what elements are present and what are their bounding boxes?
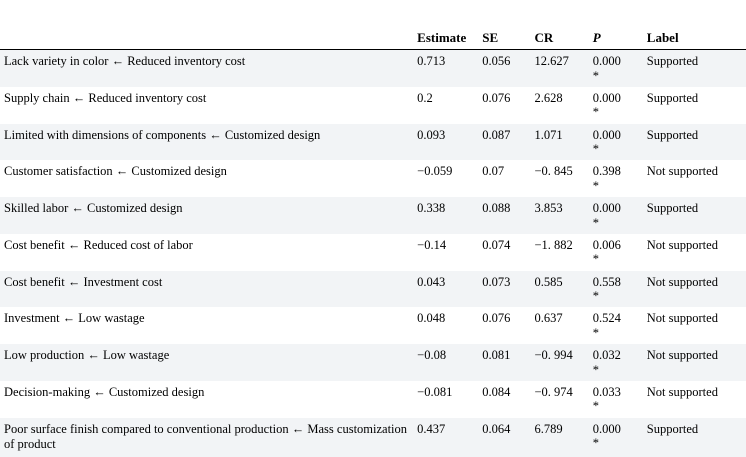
cell-se: 0.084 xyxy=(482,384,511,399)
cell-p-value xyxy=(589,87,643,124)
cell-estimate: −0.08 xyxy=(413,344,478,381)
cell-cr: −0. 994 xyxy=(531,344,589,381)
cell-p-value xyxy=(589,381,643,418)
table-body xyxy=(0,50,746,457)
cell-description: Poor surface finish compared to conventional production ← Mass customization of product xyxy=(0,418,413,457)
p-value-text: 0.033 xyxy=(592,384,621,399)
table-row xyxy=(0,50,746,87)
cell-label: Not supported xyxy=(646,164,718,179)
cell-estimate: 0.713 xyxy=(413,50,478,87)
cell-description: Customer satisfaction ← Customized design xyxy=(4,164,227,179)
cell-label: Supported xyxy=(643,124,746,161)
cell-description: Supply chain ← Reduced inventory cost xyxy=(4,90,207,105)
cell-estimate: −0.059 xyxy=(417,164,453,179)
cell-p-value xyxy=(589,271,643,308)
table-row xyxy=(0,160,746,197)
table-row xyxy=(0,87,746,124)
cell-cr: −1. 882 xyxy=(534,237,573,252)
cell-description: Lack variety in color ← Reduced inventory cost xyxy=(0,50,413,87)
p-value-text: 0.558 xyxy=(592,274,621,289)
cell-cr: 1.071 xyxy=(531,124,589,161)
p-value-text: 0.032 xyxy=(592,348,621,362)
column-header-label: Label xyxy=(643,28,746,50)
cell-label: Not supported xyxy=(646,311,718,326)
cell-description: Cost benefit ← Reduced cost of labor xyxy=(4,237,193,252)
cell-se: 0.074 xyxy=(482,237,511,252)
cell-label: Not supported xyxy=(643,271,746,308)
cell-estimate: −0.081 xyxy=(417,384,453,399)
table-row xyxy=(0,418,746,457)
cell-estimate: 0.437 xyxy=(413,418,478,457)
cell-estimate: 0.048 xyxy=(417,311,446,326)
cell-label: Not supported xyxy=(646,237,718,252)
cell-label: Supported xyxy=(643,418,746,457)
cell-se: 0.076 xyxy=(482,90,511,105)
cell-description: Cost benefit ← Investment cost xyxy=(0,271,413,308)
cell-se: 0.076 xyxy=(482,311,511,326)
cell-cr: 3.853 xyxy=(531,197,589,234)
p-value-significance-star: * xyxy=(592,289,599,304)
column-header-estimate: Estimate xyxy=(413,28,478,50)
cell-estimate: −0.14 xyxy=(417,237,447,252)
p-value-significance-star: * xyxy=(592,325,599,340)
cell-label: Supported xyxy=(643,197,746,234)
cell-estimate: 0.2 xyxy=(417,90,433,105)
p-value-text: 0.524 xyxy=(592,311,621,326)
p-value-text: 0.006 xyxy=(592,237,621,252)
p-value-text: 0.000 xyxy=(592,54,621,68)
cell-description: Limited with dimensions of components ← Customized design xyxy=(0,124,413,161)
results-table xyxy=(0,28,746,457)
cell-estimate: 0.043 xyxy=(413,271,478,308)
cell-p-value xyxy=(589,197,643,234)
p-value-significance-star: * xyxy=(592,399,599,414)
column-header-description xyxy=(0,28,413,50)
table-row xyxy=(0,234,746,271)
cell-p-value xyxy=(589,160,643,197)
cell-p-value xyxy=(589,234,643,271)
cell-description: Decision-making ← Customized design xyxy=(4,384,205,399)
cell-se: 0.064 xyxy=(478,418,530,457)
cell-label: Supported xyxy=(646,90,699,105)
table-row xyxy=(0,381,746,418)
p-value-significance-star: * xyxy=(592,178,599,193)
cell-p-value xyxy=(589,344,643,381)
cell-cr: 0.585 xyxy=(531,271,589,308)
p-value-significance-star: * xyxy=(592,215,599,230)
cell-p-value xyxy=(589,50,643,87)
table-row xyxy=(0,307,746,344)
table-header xyxy=(0,28,746,50)
cell-cr: 0.637 xyxy=(534,311,563,326)
cell-cr: 12.627 xyxy=(531,50,589,87)
table-row xyxy=(0,271,746,308)
table-row xyxy=(0,344,746,381)
cell-description: Skilled labor ← Customized design xyxy=(0,197,413,234)
p-value-significance-star: * xyxy=(592,142,599,157)
cell-se: 0.081 xyxy=(478,344,530,381)
p-value-text: 0.000 xyxy=(592,421,621,436)
cell-cr: −0. 974 xyxy=(534,384,573,399)
column-header-cr: CR xyxy=(531,28,589,50)
p-value-significance-star: * xyxy=(592,105,599,120)
cell-cr: 6.789 xyxy=(531,418,589,457)
cell-label: Supported xyxy=(643,50,746,87)
table-header-row xyxy=(0,28,746,50)
cell-se: 0.073 xyxy=(478,271,530,308)
p-value-significance-star: * xyxy=(592,252,599,267)
cell-cr: 2.628 xyxy=(534,90,563,105)
cell-p-value xyxy=(589,124,643,161)
table-row xyxy=(0,197,746,234)
p-value-text: 0.398 xyxy=(592,164,621,179)
cell-estimate: 0.093 xyxy=(413,124,478,161)
cell-p-value xyxy=(589,418,643,457)
column-header-p: P xyxy=(589,28,643,50)
cell-label: Not supported xyxy=(646,384,718,399)
cell-description: Investment ← Low wastage xyxy=(4,311,145,326)
table-row xyxy=(0,124,746,161)
cell-se: 0.088 xyxy=(478,197,530,234)
column-header-se: SE xyxy=(478,28,530,50)
p-value-significance-star: * xyxy=(592,436,599,451)
cell-se: 0.056 xyxy=(478,50,530,87)
p-value-significance-star: * xyxy=(592,68,599,83)
cell-p-value xyxy=(589,307,643,344)
cell-cr: −0. 845 xyxy=(534,164,573,179)
p-value-text: 0.000 xyxy=(592,201,621,215)
p-value-significance-star: * xyxy=(592,362,599,377)
cell-description: Low production ← Low wastage xyxy=(0,344,413,381)
cell-label: Not supported xyxy=(643,344,746,381)
p-value-text: 0.000 xyxy=(592,90,621,105)
cell-estimate: 0.338 xyxy=(413,197,478,234)
cell-se: 0.07 xyxy=(482,164,505,179)
p-value-text: 0.000 xyxy=(592,127,621,142)
cell-se: 0.087 xyxy=(478,124,530,161)
